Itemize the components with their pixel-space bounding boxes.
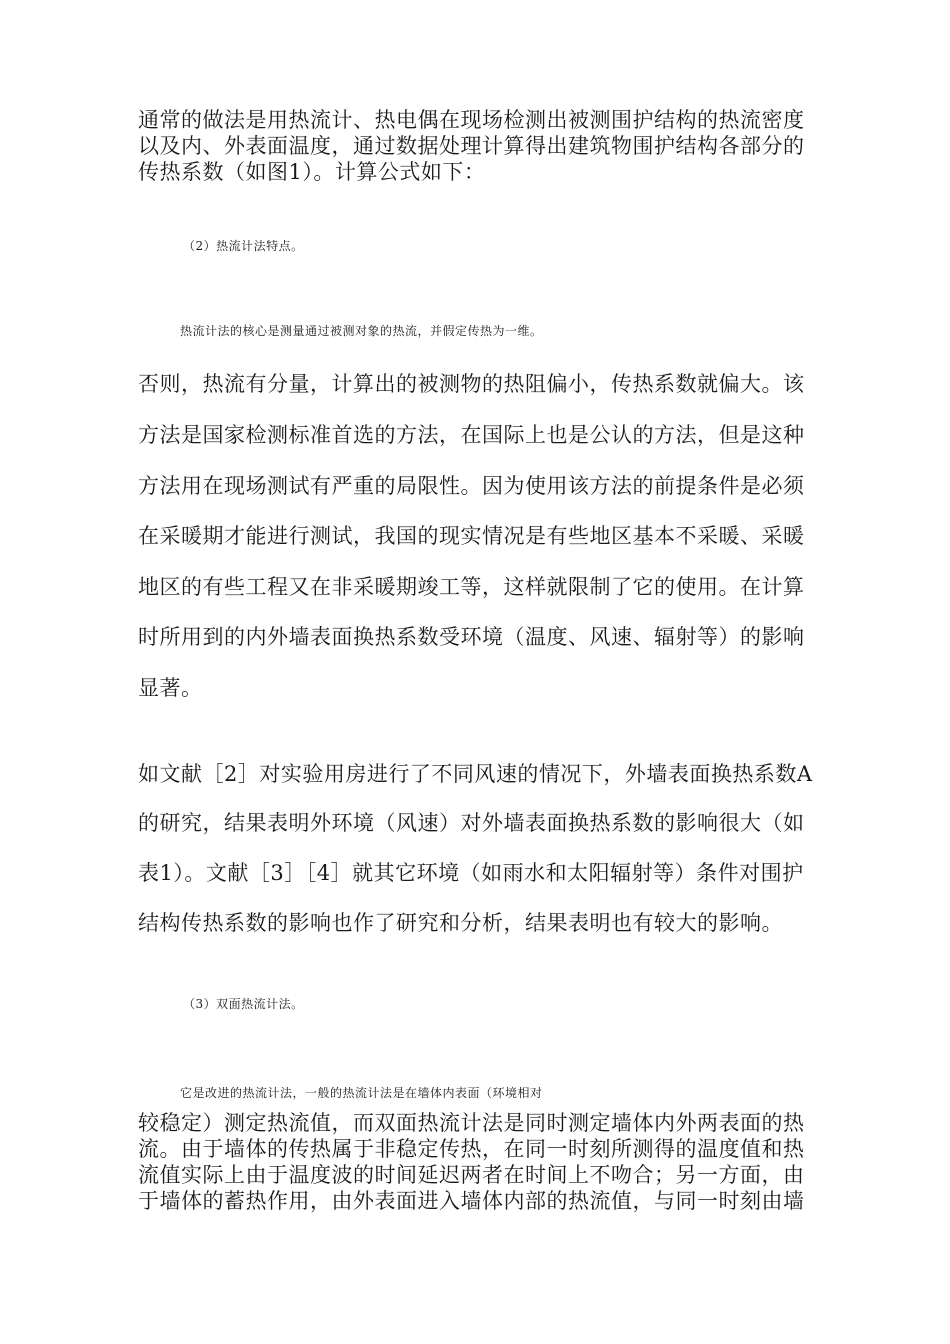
text-line: 显著。 <box>138 676 203 700</box>
text-line: 流值实际上由于温度波的时间延迟两者在时间上不吻合；另一方面，由 <box>138 1163 805 1187</box>
text-line: 以及内、外表面温度，通过数据处理计算得出建筑物围护结构各部分的 <box>138 134 805 158</box>
section-heading-3: （3）双面热流计法。 <box>183 997 304 1011</box>
text-line: 通常的做法是用热流计、热电偶在现场检测出被测围护结构的热流密度 <box>138 108 805 132</box>
text-line: 传热系数（如图1）。计算公式如下： <box>138 160 486 184</box>
text-line: 结构传热系数的影响也作了研究和分析，结果表明也有较大的影响。 <box>138 911 783 935</box>
text-line: 它是改进的热流计法，一般的热流计法是在墙体内表面（环境相对 <box>180 1086 543 1100</box>
text-line: 时所用到的内外墙表面换热系数受环境（温度、风速、辐射等）的影响 <box>138 625 805 649</box>
text-line: 方法用在现场测试有严重的局限性。因为使用该方法的前提条件是必须 <box>138 474 805 498</box>
text-line: 在采暖期才能进行测试，我国的现实情况是有些地区基本不采暖、采暖 <box>138 524 805 548</box>
text-line: 如文献［2］对实验用房进行了不同风速的情况下，外墙表面换热系数A <box>138 762 813 786</box>
text-line: 的研究，结果表明外环境（风速）对外墙表面换热系数的影响很大（如 <box>138 811 805 835</box>
text-line: 热流计法的核心是测量通过被测对象的热流，并假定传热为一维。 <box>180 324 543 338</box>
text-line: 方法是国家检测标准首选的方法，在国际上也是公认的方法，但是这种 <box>138 423 805 447</box>
section-heading-2: （2）热流计法特点。 <box>183 239 304 253</box>
text-line: 表1）。文献［3］［4］就其它环境（如雨水和太阳辐射等）条件对围护 <box>138 861 804 885</box>
text-line: 于墙体的蓄热作用，由外表面进入墙体内部的热流值，与同一时刻由墙 <box>138 1189 805 1213</box>
text-line: 流。由于墙体的传热属于非稳定传热，在同一时刻所测得的温度值和热 <box>138 1137 805 1161</box>
text-line: 较稳定）测定热流值，而双面热流计法是同时测定墙体内外两表面的热 <box>138 1111 805 1135</box>
text-line: 地区的有些工程又在非采暖期竣工等，这样就限制了它的使用。在计算 <box>138 575 805 599</box>
text-line: 否则，热流有分量，计算出的被测物的热阻偏小，传热系数就偏大。该 <box>138 372 805 396</box>
